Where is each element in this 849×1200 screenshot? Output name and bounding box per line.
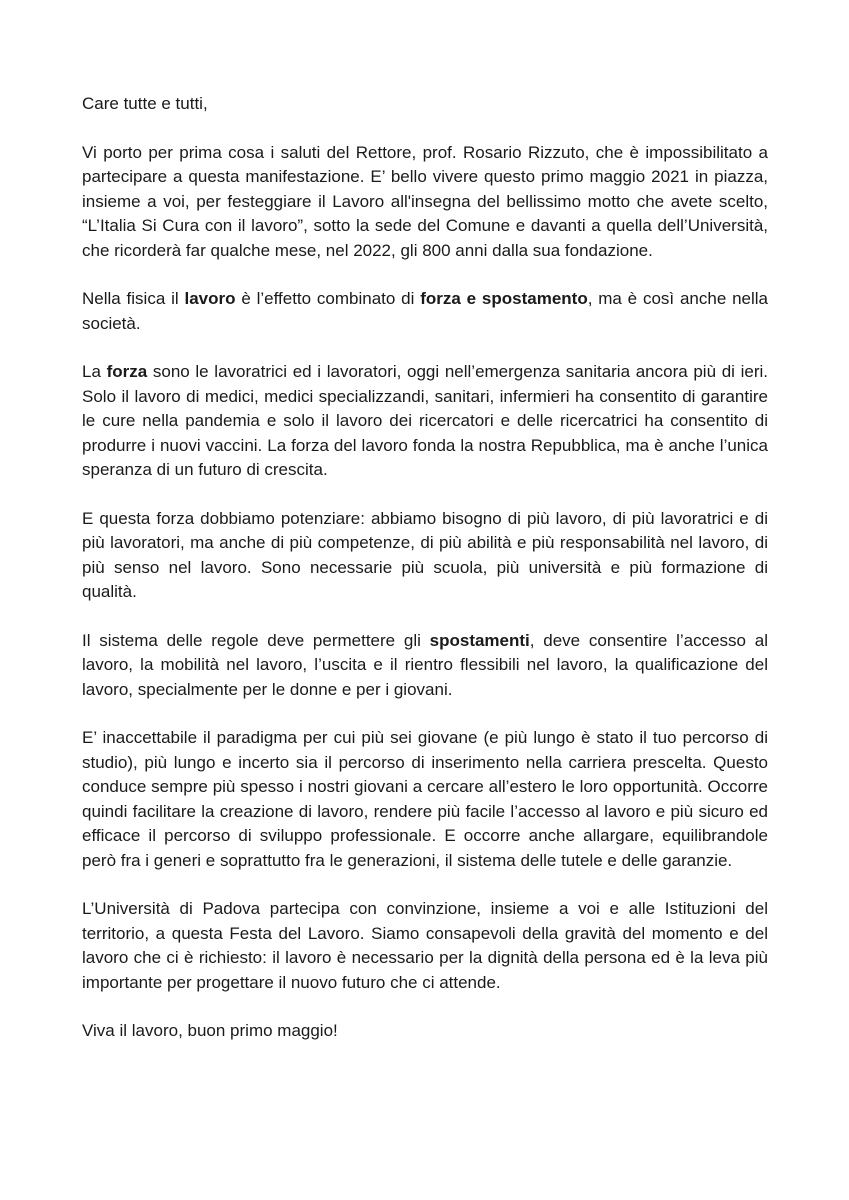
paragraph-strengthen: E questa forza dobbiamo potenziare: abbiamo bisogno di più lavoro, di più lavoratrici e di più lavoratori, ma anche di più competenze, di più abilità e più responsabilità nel lavoro, di più senso nel lavoro. Sono necessarie più scuola, più università e più formazione di qualità.: [82, 508, 768, 601]
text-segment: , ma è così anche nella società.: [82, 289, 768, 333]
bold-term-forza-spostamento: forza e spostamento: [420, 289, 588, 308]
text-segment: sono le lavoratrici ed i lavoratori, oggi nell’emergenza sanitaria ancora più di ieri. Solo il lavoro di medici, medici specializzandi, sanitari, infermieri ha consentito di garantire le cure nella pandemia e solo il lavoro dei ricercatori e delle ricercatrici ha consentito di produrre i nuovi vaccini. La forza del lavoro fonda la nostra Repubblica, ma è anche l’unica speranza di un futuro di crescita.: [82, 362, 768, 479]
bold-term-forza: forza: [106, 362, 148, 381]
text-segment: , deve consentire l’accesso al lavoro, la mobilità nel lavoro, l’uscita e il rientro flessibili nel lavoro, la qualificazione del lavoro, specialmente per le donne e per i giovani.: [82, 630, 768, 699]
letter-body: [82, 92, 768, 1068]
text-segment: La: [82, 362, 107, 381]
salutation: Care tutte e tutti,: [82, 94, 208, 113]
text-segment: Il sistema delle regole deve permettere gli: [82, 630, 430, 650]
paragraph-physics-work: [82, 287, 768, 336]
bold-term-spostamenti: spostamenti: [429, 630, 530, 650]
text-segment: Nella fisica il: [82, 289, 185, 308]
text-segment: è l’effetto combinato di: [235, 289, 421, 308]
paragraph-force: [82, 360, 768, 483]
closing-line: Viva il lavoro, buon primo maggio!: [82, 1021, 338, 1040]
bold-term-lavoro: lavoro: [184, 289, 236, 308]
paragraph-university: L’Università di Padova partecipa con convinzione, insieme a voi e alle Istituzioni del territorio, a questa Festa del Lavoro. Siamo consapevoli della gravità del momento e del lavoro che ci è richiesto: il lavoro è necessario per la dignità della persona ed è la leva più importante per progettare il nuovo futuro che ci attende.: [82, 899, 768, 992]
paragraph-rules: [82, 629, 768, 703]
paragraph-youth: E’ inaccettabile il paradigma per cui più sei giovane (e più lungo è stato il tuo percorso di studio), più lungo e incerto sia il percorso di inserimento nella carriera prescelta. Questo conduce sempre più spesso i nostri giovani a cercare all’estero le loro opportunità. Occorre quindi facilitare la creazione di lavoro, rendere più facile l’accesso al lavoro e più sicuro ed efficace il percorso di sviluppo professionale. E occorre anche allargare, equilibrandole però fra i generi e soprattutto fra le generazioni, il sistema delle tutele e delle garanzie.: [82, 728, 768, 870]
paragraph-greetings: Vi porto per prima cosa i saluti del Rettore, prof. Rosario Rizzuto, che è impossibilitato a partecipare a questa manifestazione. E’ bello vivere questo primo maggio 2021 in piazza, insieme a voi, per festeggiare il Lavoro all'insegna del bellissimo motto che avete scelto, “L’Italia Si Cura con il lavoro”, sotto la sede del Comune e davanti a quella dell’Università, che ricorderà far qualche mese, nel 2022, gli 800 anni dalla sua fondazione.: [82, 142, 768, 260]
